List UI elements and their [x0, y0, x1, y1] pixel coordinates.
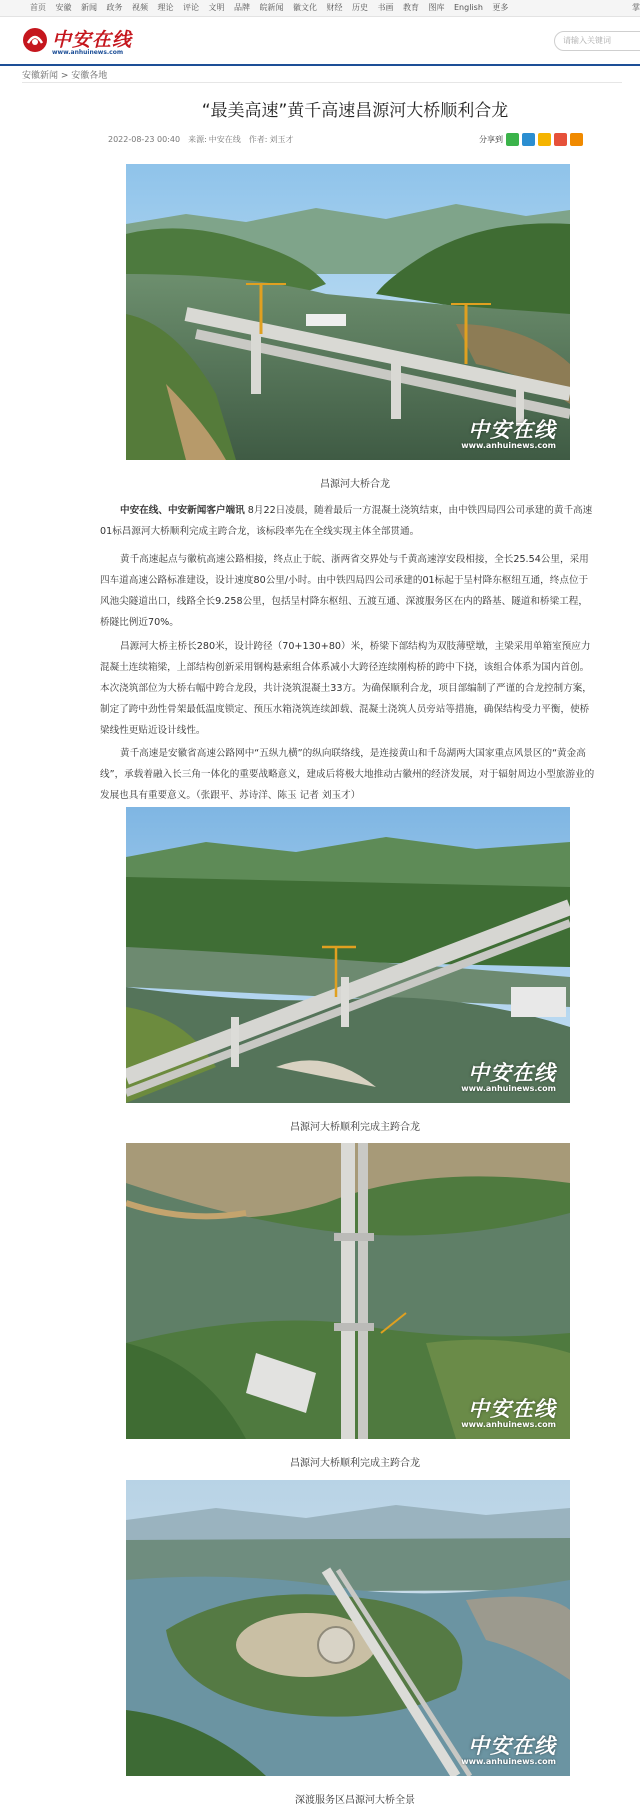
photo-watermark [461, 1730, 556, 1766]
article-paragraph-2: 黄千高速起点与徽杭高速公路相接，终点止于皖、浙两省交界处与千黄高速淳安段相接，全长25.54公里，采用四车道高速公路标准建设，设计速度80公里/小时。由中铁四局四公司承建的01标起于呈村降东枢纽互通，终点位于风池尖隧道出口，线路全长9.258公里，包括呈村降东枢纽、五渡互通、深渡服务区在内的路基、隧道和桥梁工程，桥隧比例近70%。 [100, 554, 589, 628]
qzone-share-icon[interactable] [538, 133, 551, 146]
logo-text: 中安在线 [52, 29, 133, 51]
share-label: 分享到 [479, 135, 503, 144]
photo-caption-3: 昌源河大桥顺利完成主跨合龙 [290, 1458, 420, 1469]
article-paragraph-1 [100, 500, 597, 542]
qq-share-icon[interactable] [522, 133, 535, 146]
nav-item[interactable]: 徽文化 [293, 3, 317, 12]
nav-item[interactable]: 历史 [352, 3, 368, 12]
watermark-url: www.anhuinews.com [461, 1084, 556, 1093]
watermark-url: www.anhuinews.com [461, 441, 556, 450]
article-source: 中安在线 [208, 135, 241, 144]
article-author: 刘玉才 [269, 135, 294, 144]
breadcrumb-home[interactable]: 安徽新闻 [22, 71, 59, 81]
article-photo-4 [126, 1480, 570, 1776]
site-header [0, 17, 640, 66]
share-bar [479, 133, 583, 146]
watermark-text: 中安在线 [468, 1733, 556, 1758]
more-share-icon[interactable] [570, 133, 583, 146]
nav-item[interactable]: 首页 [30, 3, 46, 12]
watermark-text: 中安在线 [468, 1396, 556, 1421]
breadcrumb [22, 68, 107, 81]
logo-url: www.anhuinews.com [52, 49, 124, 56]
author-label: 作者: [248, 135, 268, 144]
nav-item[interactable]: 视频 [132, 3, 148, 12]
article-paragraph-3: 昌源河大桥主桥长280米，设计跨径（70+130+80）米，桥梁下部结构为双肢薄壁墩，主梁采用单箱室预应力混凝土连续箱梁，上部结构创新采用钢构悬索组合体系减小大跨径连续刚构桥的跨中下挠，该组合体系为国内首创。本次浇筑部位为大桥右幅中跨合龙段，共计浇筑混凝土33方。为确保顺利合龙，项目部编制了严谨的合龙控制方案，制定了跨中劲性骨架最低温度锁定、预压水箱浇筑连续卸载、混凝土浇筑人员旁站等措施，确保结构受力平衡，使桥梁线性更贴近设计线性。 [100, 641, 592, 736]
nav-item[interactable]: 品牌 [234, 3, 250, 12]
source-label: 来源: [188, 135, 207, 144]
article-paragraph-4: 黄千高速是安徽省高速公路网中“五纵九横”的纵向联络线，是连接黄山和千岛湖两大国家重点风景区的“黄金高线”，承载着融入长三角一体化的重要战略意义，建成后将极大地推动古徽州的经济发展，对于辐射周边小型旅游业的发展也具有重要意义。（张跟平、苏诗洋、陈玉 记者 刘玉才） [100, 748, 595, 801]
top-navigation [0, 0, 640, 17]
article-title: “最美高速”黄千高速昌源河大桥顺利合龙 [201, 101, 509, 121]
wechat-share-icon[interactable] [506, 133, 519, 146]
nav-item[interactable]: English [454, 3, 483, 12]
site-logo[interactable] [22, 25, 132, 59]
logo-emblem-icon [22, 27, 48, 53]
article-photo-3 [126, 1143, 570, 1439]
article-date: 2022-08-23 00:40 [108, 135, 181, 144]
breadcrumb-current[interactable]: 安徽各地 [71, 71, 108, 81]
watermark-text: 中安在线 [468, 1060, 556, 1085]
nav-item[interactable]: 新闻 [81, 3, 97, 12]
breadcrumb-separator: > [58, 71, 72, 81]
nav-item[interactable]: 财经 [326, 3, 343, 12]
breadcrumb-divider [22, 82, 622, 83]
photo-caption-4: 深渡服务区昌源河大桥全景 [295, 1795, 415, 1806]
nav-item[interactable]: 书画 [377, 3, 394, 12]
photo-caption-1: 昌源河大桥合龙 [320, 479, 390, 490]
nav-item[interactable]: 评论 [183, 3, 199, 12]
paragraph-1-text: 8月22日凌晨，随着最后一方混凝土浇筑结束，由中铁四局四公司承建的黄千高速01标昌源河大桥顺利完成主跨合龙，该标段率先在全线实现主体全部贯通。 [100, 505, 593, 537]
article-meta [108, 134, 302, 145]
weibo-share-icon[interactable] [554, 133, 567, 146]
watermark-url: www.anhuinews.com [461, 1420, 556, 1429]
watermark-text: 中安在线 [468, 417, 556, 442]
nav-item[interactable]: 图库 [428, 3, 445, 12]
article-photo-2 [126, 807, 570, 1103]
lead-bold: 中安在线、中安新闻客户端讯 [120, 505, 245, 516]
photo-watermark [461, 1057, 556, 1093]
nav-list [0, 0, 640, 16]
nav-item[interactable]: 理论 [157, 3, 174, 12]
photo-caption-2: 昌源河大桥顺利完成主跨合龙 [290, 1122, 420, 1133]
article-photo-1 [126, 164, 570, 460]
search-input[interactable]: 请输入关键词 [554, 31, 640, 51]
nav-edge-item[interactable]: 掌 [632, 3, 640, 12]
nav-item[interactable]: 文明 [208, 3, 225, 12]
watermark-url: www.anhuinews.com [461, 1757, 556, 1766]
nav-item[interactable]: 政务 [106, 3, 123, 12]
photo-watermark [461, 414, 556, 450]
photo-watermark [461, 1393, 556, 1429]
nav-item[interactable]: 安徽 [55, 3, 72, 12]
nav-item[interactable]: 教育 [403, 3, 419, 12]
nav-item[interactable]: 更多 [492, 3, 509, 12]
nav-item[interactable]: 皖新闻 [259, 3, 284, 12]
